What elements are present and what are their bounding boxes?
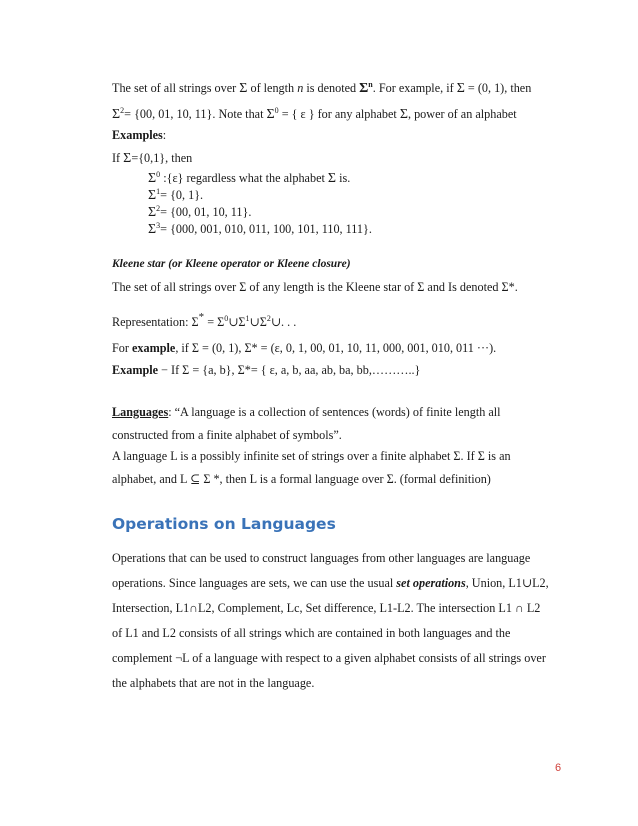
examples-if-line: If Σ={0,1}, then [112, 151, 193, 166]
kleene-heading: Kleene star (or Kleene operator or Kleene closure) [112, 258, 351, 270]
kleene-representation: Representation: $\Sigma* = \Sigma^0\cup\Sigma^1\cup\Sigma^2\cup$. . . [112, 311, 297, 329]
operations-line-5: complement ¬L of a language with respect to a given alphabet consists of all strings over [112, 651, 546, 665]
operations-line-4: of L1 and L2 consists of all strings which are contained in both languages and the [112, 626, 511, 640]
operations-line-2: operations. Since languages are sets, we can use the usual set operations, Union, L1∪L2, [112, 576, 549, 590]
examples-sigma-3: $\Sigma^3= \{000$, 001, 010, 011, 100, 101, 110, 111}. [148, 221, 372, 237]
kleene-definition: The set of all strings over Σ of any length is the Kleene star of Σ and Is denoted Σ*. [112, 280, 518, 294]
power-definition-line-1: The set of all strings over Σ of length n is denoted $\Sigma^n$. For example, if Σ = (0, 1), then [112, 80, 532, 96]
power-definition-line-2: $\Sigma^2= \{00$, 01, 10, 11}. Note that $\Sigma^0$ = { ε } for any alphabet Σ, power of an alphabet [112, 106, 517, 122]
languages-line-2: constructed from a finite alphabet of symbols”. [112, 428, 342, 442]
operations-line-3: Intersection, L1∩L2, Complement, Lc, Set difference, L1-L2. The intersection L1 ∩ L2 [112, 601, 541, 615]
languages-line-1: Languages: “A language is a collection of sentences (words) of finite length all [112, 405, 501, 419]
kleene-example-ab: Example − If Σ = {a, b}, Σ*= { ε, a, b, aa, ab, ba, bb,………..} [112, 363, 421, 377]
kleene-for-example: For example, if Σ = (0, 1), Σ* = (ε, 0, 1, 00, 01, 10, 11, 000, 001, 010, 011 ···). [112, 341, 497, 355]
examples-heading: Examples: [112, 128, 167, 142]
examples-sigma-2: $\Sigma^2= \{00$, 01, 10, 11}. [148, 204, 252, 220]
examples-sigma-0: $\Sigma^0$ :{ε} regardless what the alphabet Σ is. [148, 170, 351, 186]
operations-heading: Operations on Languages [112, 515, 336, 533]
page-number: 6 [555, 762, 562, 774]
operations-line-6: the alphabets that are not in the language. [112, 676, 315, 690]
languages-line-4: alphabet, and L ⊆ Σ *, then L is a formal language over Σ. (formal definition) [112, 472, 491, 486]
operations-line-1: Operations that can be used to construct languages from other languages are language [112, 551, 531, 565]
examples-sigma-1: $\Sigma^1= \{0$, 1}. [148, 187, 204, 203]
languages-line-3: A language L is a possibly infinite set of strings over a finite alphabet Σ. If Σ is an [112, 449, 511, 463]
